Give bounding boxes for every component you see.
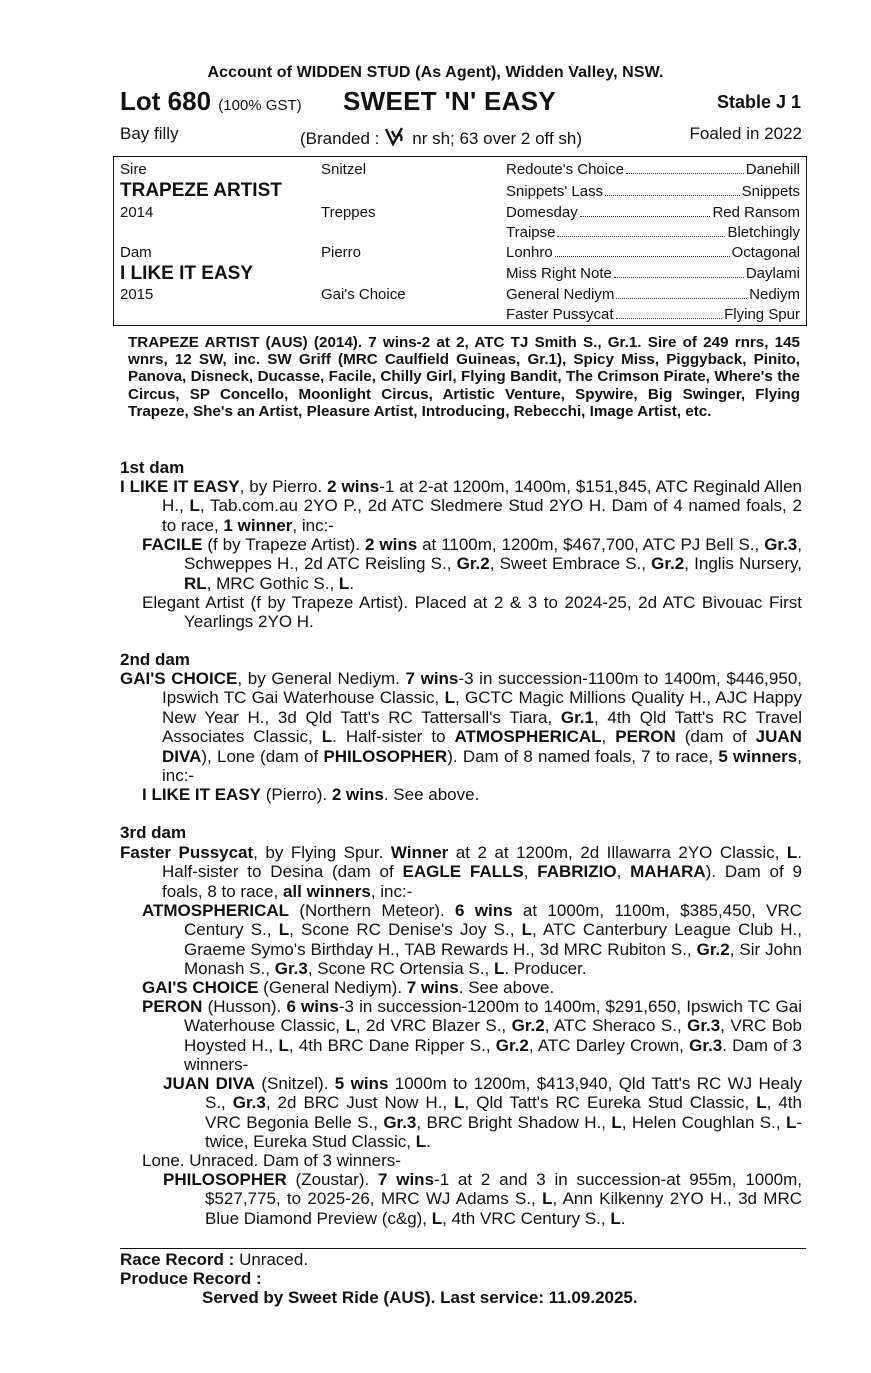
leader-dots — [626, 161, 744, 174]
progeny-entry: PERON (Husson). 6 wins-3 in succession-1200m to 1400m, $291,650, Ipswich TC Gai Waterhouse Classic, L, 2d VRC Blazer S., Gr.2, ATC Sheraco S., Gr.3, VRC Bob Hoysted H., L, 4th BRC Dane Ripper S., Gr.2, ATC Darley Crown, Gr.3. Dam of 3 winners- — [142, 997, 803, 1075]
dam-dam: Gai's Choice — [321, 286, 406, 303]
dam-label: Dam — [120, 244, 152, 261]
ancestor-left: Lonhro — [506, 244, 553, 261]
sire-sire: Snitzel — [321, 161, 367, 178]
race-record-label: Race Record : — [120, 1250, 235, 1269]
ancestor-left: Faster Pussycat — [506, 306, 614, 323]
gst-note: (100% GST) — [218, 97, 302, 114]
produce-record-label: Produce Record : — [120, 1269, 262, 1288]
leader-dots — [580, 204, 711, 217]
ancestor-right: Daylami — [745, 265, 800, 282]
footer-divider — [120, 1248, 806, 1249]
second-dam-heading: 2nd dam — [120, 650, 190, 669]
first-dam-entry: I LIKE IT EASY, by Pierro. 2 wins-1 at 2-at 1200m, 1400m, $151,845, ATC Reginald Allen H., L, Tab.com.au 2YO P., 2d ATC Sledmere Stud 2YO H. Dam of 4 named foals, 2 to race, 1 winner, inc:- — [120, 477, 802, 535]
sire-name: TRAPEZE ARTIST — [120, 180, 282, 201]
second-dam-entry: GAI'S CHOICE, by General Nediym. 7 wins-3 in succession-1100m to 1400m, $446,950, Ipswich TC Gai Waterhouse Classic, L, GCTC Magic Millions Quality H., AJC Happy New Year H., 3d Qld Tatt's RC Tattersall's Tiara, Gr.1, 4th Qld Tatt's RC Travel Associates Classic, L. Half-sister to ATMOSPHERICAL, PERON (dam of JUAN DIVA), Lone (dam of PHILOSOPHER). Dam of 8 named foals, 7 to race, 5 winners, inc:- — [120, 669, 802, 786]
ancestor-row — [506, 161, 800, 178]
progeny-entry: FACILE (f by Trapeze Artist). 2 wins at 1100m, 1200m, $467,700, ATC PJ Bell S., Gr.3, Schweppes H., 2d ATC Reisling S., Gr.2, Sweet Embrace S., Gr.2, Inglis Nursery, RL, MRC Gothic S., L. — [142, 535, 803, 593]
pedigree-table — [113, 156, 807, 326]
leader-dots — [557, 224, 725, 237]
ancestor-left: Snippets' Lass — [506, 183, 604, 200]
sire-year: 2014 — [120, 204, 154, 221]
sire-label: Sire — [120, 161, 147, 178]
race-record-value: Unraced. — [239, 1250, 309, 1269]
ancestor-right: Nediym — [749, 286, 800, 303]
progeny-entry: Lone. Unraced. Dam of 3 winners- — [142, 1151, 401, 1170]
leader-dots — [614, 265, 744, 278]
sire-summary: TRAPEZE ARTIST (AUS) (2014). 7 wins-2 at 2, ATC TJ Smith S., Gr.1. Sire of 249 rnrs, 145 wnrs, 12 SW, inc. SW Griff (MRC Caulfield Guineas, Gr.1), Spicy Miss, Piggyback, Pinito, Panova, Disneck, Ducasse, Facile, Chilly Girl, Flying Bandit, The Crimson Pirate, Where's the Circus, SP Concello, Moonlight Circus, Artistic Venture, Spywire, Big Swinger, Flying Trapeze, She's an Artist, Pleasure Artist, Introducing, Rebecchi, Image Artist, etc. — [128, 334, 800, 420]
leader-dots — [555, 244, 730, 257]
progeny-entry: GAI'S CHOICE (General Nediym). 7 wins. See above. — [142, 978, 555, 997]
progeny-entry: JUAN DIVA (Snitzel). 5 wins 1000m to 1200m, $413,940, Qld Tatt's RC WJ Healy S., Gr.3, 2d BRC Just Now H., L, Qld Tatt's RC Eureka Stud Classic, L, 4th VRC Begonia Belle S., Gr.3, BRC Bright Shadow H., L, Helen Coughlan S., L-twice, Eureka Stud Classic, L. — [163, 1074, 802, 1152]
ancestor-row — [506, 204, 800, 221]
brand-suffix: nr sh; 63 over 2 off sh) — [412, 129, 583, 148]
foaled-date: Foaled in 2022 — [689, 124, 802, 143]
ancestor-right: Octagonal — [731, 244, 800, 261]
ancestor-row — [506, 286, 800, 303]
progeny-entry: I LIKE IT EASY (Pierro). 2 wins. See above. — [142, 785, 480, 804]
ancestor-right: Bletchingly — [727, 224, 800, 241]
ancestor-right: Flying Spur — [724, 306, 800, 323]
ancestor-left: Redoute's Choice — [506, 161, 624, 178]
ancestor-row — [506, 265, 800, 282]
third-dam-entry: Faster Pussycat, by Flying Spur. Winner at 2 at 1200m, 2d Illawarra 2YO Classic, L. Half-sister to Desina (dam of EAGLE FALLS, FABRIZIO, MAHARA). Dam of 9 foals, 8 to race, all winners, inc:- — [120, 843, 802, 901]
progeny-entry: PHILOSOPHER (Zoustar). 7 wins-1 at 2 and 3 in succession-at 955m, 1000m, $527,775, to 2025-26, MRC WJ Adams S., L, Ann Kilkenny 2YO H., 3d MRC Blue Diamond Preview (c&g), L, 4th VRC Century S., L. — [163, 1170, 803, 1228]
first-dam-heading: 1st dam — [120, 458, 185, 477]
ancestor-left: Domesday — [506, 204, 578, 221]
lot-label: Lot 680 — [120, 86, 212, 116]
service-note: Served by Sweet Ride (AUS). Last service: 11.09.2025. — [202, 1288, 638, 1307]
ancestor-left: General Nediym — [506, 286, 615, 303]
ancestor-right: Red Ransom — [712, 204, 800, 221]
race-record — [120, 1250, 308, 1270]
dam-sire: Pierro — [321, 244, 362, 261]
sire-dam: Treppes — [321, 204, 376, 221]
horse-details — [120, 124, 802, 146]
leader-dots — [616, 306, 723, 319]
ancestor-row — [506, 183, 800, 200]
ancestor-row — [506, 306, 800, 323]
lot-header — [120, 86, 801, 118]
ancestor-row — [506, 244, 800, 261]
horse-name: SWEET 'N' EASY — [343, 86, 557, 116]
ancestor-right: Danehill — [745, 161, 800, 178]
dam-year: 2015 — [120, 286, 154, 303]
brand-prefix: (Branded : — [300, 129, 380, 148]
progeny-entry: Elegant Artist (f by Trapeze Artist). Placed at 2 & 3 to 2024-25, 2d ATC Bivouac First Yearlings 2YO H. — [142, 593, 802, 632]
brand-info — [300, 124, 582, 150]
lot-number — [120, 86, 302, 117]
leader-dots — [616, 286, 747, 299]
ancestor-left: Traipse — [506, 224, 556, 241]
third-dam-heading: 3rd dam — [120, 823, 187, 842]
progeny-entry: ATMOSPHERICAL (Northern Meteor). 6 wins at 1000m, 1100m, $385,450, VRC Century S., L, Scone RC Denise's Joy S., L, ATC Canterbury League Club H., Graeme Symo's Birthday H., TAB Rewards H., 3d MRC Rubiton S., Gr.2, Sir John Monash S., Gr.3, Scone RC Ortensia S., L. Producer. — [142, 901, 803, 979]
consignor-line: Account of WIDDEN STUD (As Agent), Widden Valley, NSW. — [207, 64, 664, 81]
dam-name: I LIKE IT EASY — [120, 263, 254, 284]
sex-colour: Bay filly — [120, 124, 179, 143]
ancestor-left: Miss Right Note — [506, 265, 612, 282]
leader-dots — [605, 183, 740, 196]
brand-mark-icon — [384, 124, 412, 149]
ancestor-right: Snippets — [741, 183, 800, 200]
stable-location: Stable J 1 — [716, 92, 801, 112]
ancestor-row — [506, 224, 800, 241]
